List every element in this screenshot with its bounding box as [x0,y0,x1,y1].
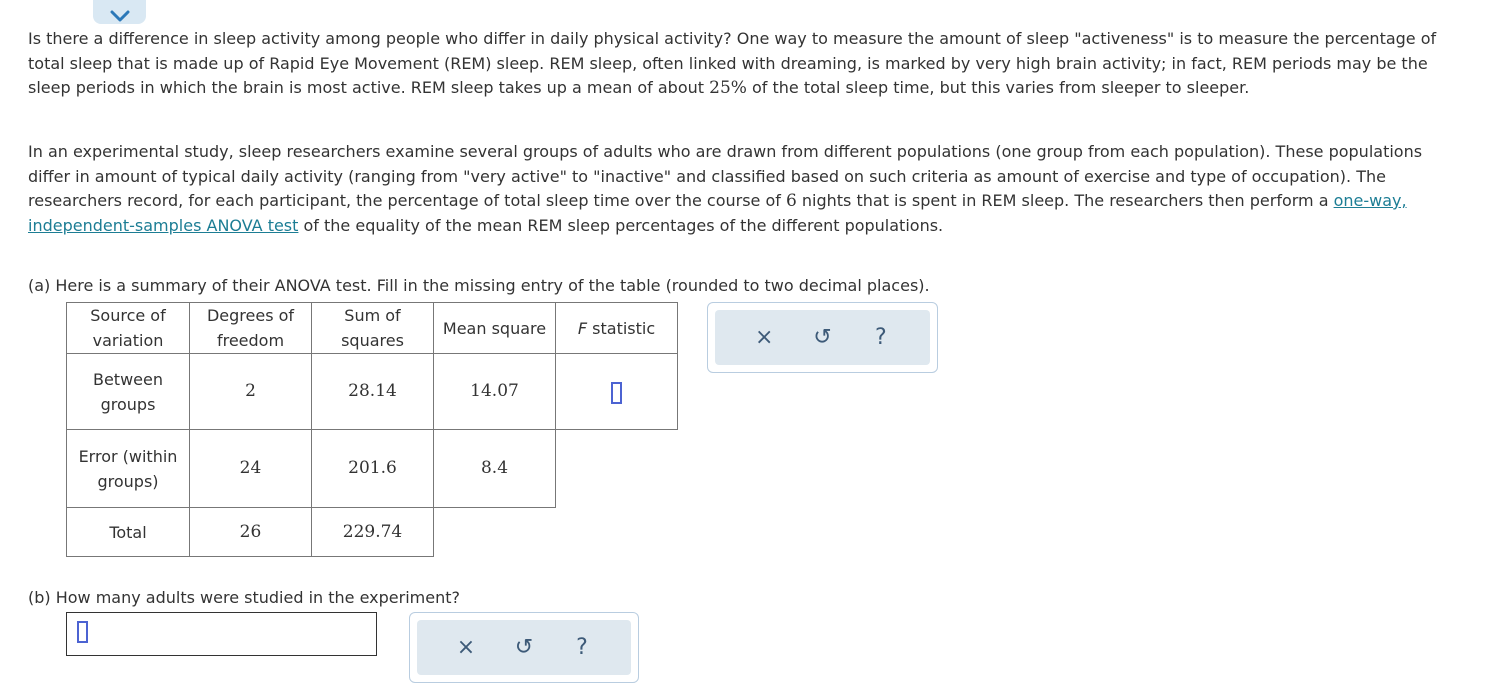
anova-test-link[interactable]: one-way, independent-samples ANOVA test [28,191,1407,235]
undo-button[interactable]: ↺ [514,635,534,660]
table-header-row [67,303,678,354]
help-button[interactable]: ? [874,325,887,350]
math-value: 6 [785,191,797,211]
row-ms: 14.07 [434,354,556,430]
chevron-down-icon [110,10,130,22]
row-ss: 201.6 [312,430,434,508]
paragraph-text: of the total sleep time, but this varies from sleeper to sleeper. [746,78,1250,97]
row-source: Total [67,508,190,557]
part-a-prompt: (a) Here is a summary of their ANOVA test. Fill in the missing entry of the table (rounded to two decimal places). [28,276,930,295]
part-b-controls [409,612,639,683]
undo-button[interactable]: ↺ [813,325,832,350]
row-source: Error (within groups) [67,430,190,508]
intro-paragraph-2 [28,140,1458,238]
f-statistic-input[interactable] [556,354,678,430]
anova-table [66,302,678,557]
table-row [67,430,678,508]
table-row [67,354,678,430]
row-source: Between groups [67,354,190,430]
clear-button[interactable]: × [754,325,774,350]
part-b-answer-input[interactable] [66,612,377,656]
row-ss: 229.74 [312,508,434,557]
row-ss: 28.14 [312,354,434,430]
text-cursor [611,382,622,404]
header-ss: Sum of squares [312,303,434,354]
row-df: 2 [190,354,312,430]
part-b-prompt: (b) How many adults were studied in the experiment? [28,588,460,607]
header-ms: Mean square [434,303,556,354]
clear-button[interactable]: × [456,635,476,660]
header-df: Degrees of freedom [190,303,312,354]
row-ms: 8.4 [434,430,556,508]
row-df: 24 [190,430,312,508]
header-f: F statistic [556,303,678,354]
paragraph-text: of the equality of the mean REM sleep percentages of the different populations. [298,215,944,235]
math-value: 25% [709,78,747,98]
text-cursor [77,621,88,643]
part-a-controls [707,302,938,373]
paragraph-text: In an experimental study, sleep researchers examine several groups of adults who are drawn from different populations (one group from each population). These populations differ in amount of typical daily activity (ranging from "very active" to "inactive" and classified based on such criteria as amount of exercise and type of occupation). The researchers record, for each participant, the percentage of total sleep time over the course of [28,142,1423,210]
paragraph-text: Is there a difference in sleep activity among people who differ in daily physical activity? One way to measure the amount of sleep "activeness" is to measure the percentage of total sleep that is made up of Rapid Eye Movement (REM) sleep. REM sleep, often linked with dreaming, is marked by very high brain activity; in fact, REM periods may be the sleep periods in which the brain is most active. REM sleep takes up a mean of about [28,29,1437,97]
intro-paragraph-1 [28,27,1458,101]
table-row [67,508,678,557]
paragraph-text: nights that is spent in REM sleep. The researchers then perform a [796,191,1334,210]
header-source: Source of variation [67,303,190,354]
collapse-tab[interactable] [93,0,146,24]
help-button[interactable]: ? [576,635,588,660]
row-df: 26 [190,508,312,557]
